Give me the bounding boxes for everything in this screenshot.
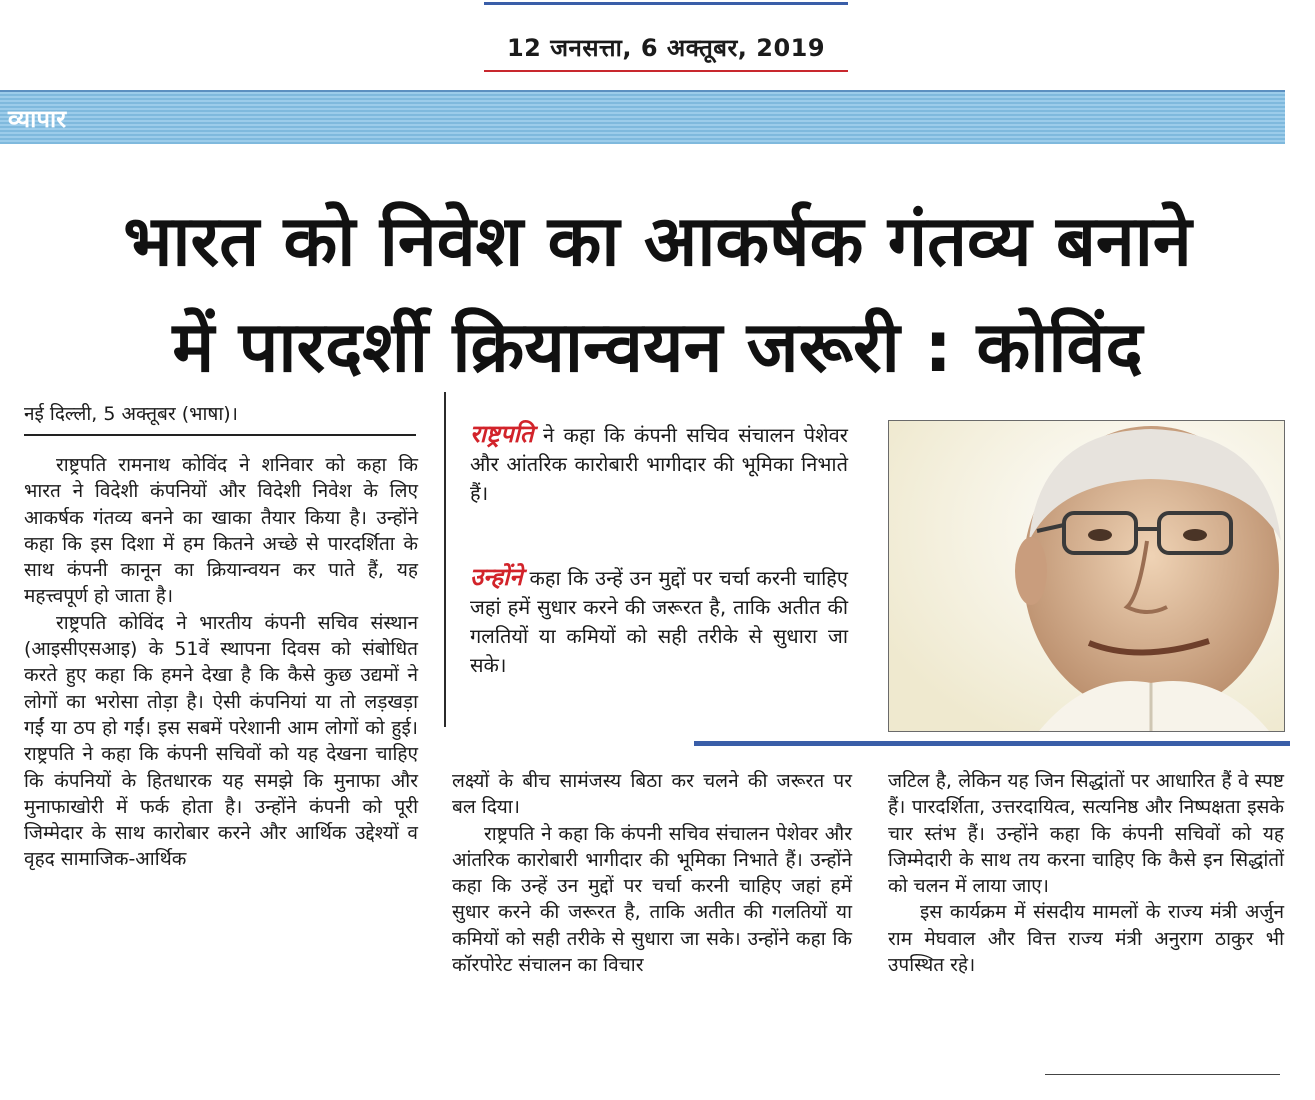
column-3-paragraph-2: इस कार्यक्रम में संसदीय मामलों के राज्य मंत्री अर्जुन राम मेघवाल और वित्त राज्य मंत्री अनुराग ठाकुर भी उपस्थित रहे। — [888, 901, 1284, 977]
pull-quote-2 — [470, 563, 848, 680]
headline — [0, 188, 1315, 400]
pull-quote-2-body: कहा कि उन्हें उन मुद्दों पर चर्चा करनी चाहिए जहां हमें सुधार करने की जरूरत है, ताकि अतीत की गलतियों या कमियों को सही तरीके से सुधारा जा सके। — [470, 566, 848, 677]
column-divider — [444, 392, 446, 727]
dateline: नई दिल्ली, 5 अक्तूबर (भाषा)। — [24, 400, 416, 436]
pull-quote-1-body: ने कहा कि कंपनी सचिव संचालन पेशेवर और आंतरिक कारोबारी भागीदार की भूमिका निभाते हैं। — [470, 423, 848, 505]
president-photo — [888, 420, 1285, 732]
separator-rule — [694, 741, 1290, 746]
column-2-paragraph-2: राष्ट्रपति ने कहा कि कंपनी सचिव संचालन पेशेवर और आंतरिक कारोबारी भागीदार की भूमिका निभाते हैं। उन्होंने कहा कि उन्हें उन मुद्दों पर चर्चा करनी चाहिए जहां हमें सुधार करने की जरूरत है, ताकि अतीत की गलतियों या कमियों को सही तरीके से सुधारा जा सके। उन्होंने कहा कि कॉरपोरेट संचालन का विचार — [452, 822, 852, 977]
column-1-paragraph-1: राष्ट्रपति रामनाथ कोविंद ने शनिवार को कहा कि भारत ने विदेशी कंपनियों और विदेशी निवेश के लिए आकर्षक गंतव्य बनने का खाका तैयार किया है। उन्होंने कहा कि इस दिशा में हम कितने अच्छे से पारदर्शिता के साथ कंपनी कानून का क्रियान्वयन कर पाते हैं, यह महत्त्वपूर्ण हो जाता है। — [24, 454, 418, 608]
article-column-3 — [888, 768, 1284, 978]
column-1-paragraph-2: राष्ट्रपति कोविंद ने भारतीय कंपनी सचिव संस्थान (आइसीएसआइ) के 51वें स्थापना दिवस को संबोधित करते हुए कहा कि हमने देखा है कि कैसे कुछ उद्यमों ने लोगों का भरोसा तोड़ा है। ऐसी कंपनियां या तो लड़खड़ा गईं या ठप हो गईं। इस सबमें परेशानी आम लोगों को हुई। राष्ट्रपति ने कहा कि कंपनी सचिवों को यह देखना चाहिए कि कंपनियों के हितधारक यह समझे कि मुनाफा और मुनाफाखोरी में फर्क होता है। उन्होंने कंपनी को पूरी जिम्मेदार के साथ कारोबार करने और आर्थिक उद्देश्यों व वृहद सामाजिक-आर्थिक — [24, 611, 418, 871]
section-band — [0, 90, 1285, 144]
pull-quote-2-lead: उन्होंने — [470, 563, 523, 591]
article-column-1 — [24, 452, 418, 873]
column-3-paragraph-1: जटिल है, लेकिन यह जिन सिद्धांतों पर आधारित हैं वे स्पष्ट हैं। पारदर्शिता, उत्तरदायित्व, सत्यनिष्ठ और निष्पक्षता इसके चार स्तंभ हैं। उन्होंने कहा कि कंपनी सचिवों को यह जिम्मेदारी के साथ तय करना चाहिए कि कैसे इन सिद्धांतों को चलन में लाया जाए। — [888, 770, 1284, 898]
headline-line-2: में पारदर्शी क्रियान्वयन जरूरी : कोविंद — [172, 306, 1143, 388]
masthead-text: 12 जनसत्ता, 6 अक्तूबर, 2019 — [506, 34, 826, 62]
column-2-paragraph-1: लक्ष्यों के बीच सामंजस्य बिठा कर चलने की जरूरत पर बल दिया। — [452, 770, 852, 819]
section-label: व्यापार — [8, 105, 67, 133]
bottom-rule — [1045, 1074, 1280, 1075]
masthead — [484, 2, 848, 72]
headline-line-1: भारत को निवेश का आकर्षक गंतव्य बनाने — [123, 200, 1192, 282]
pull-quote-1-lead: राष्ट्रपति — [470, 420, 534, 448]
article-column-2 — [452, 768, 852, 978]
pull-quote-1 — [470, 420, 848, 508]
portrait-illustration — [889, 421, 1284, 731]
